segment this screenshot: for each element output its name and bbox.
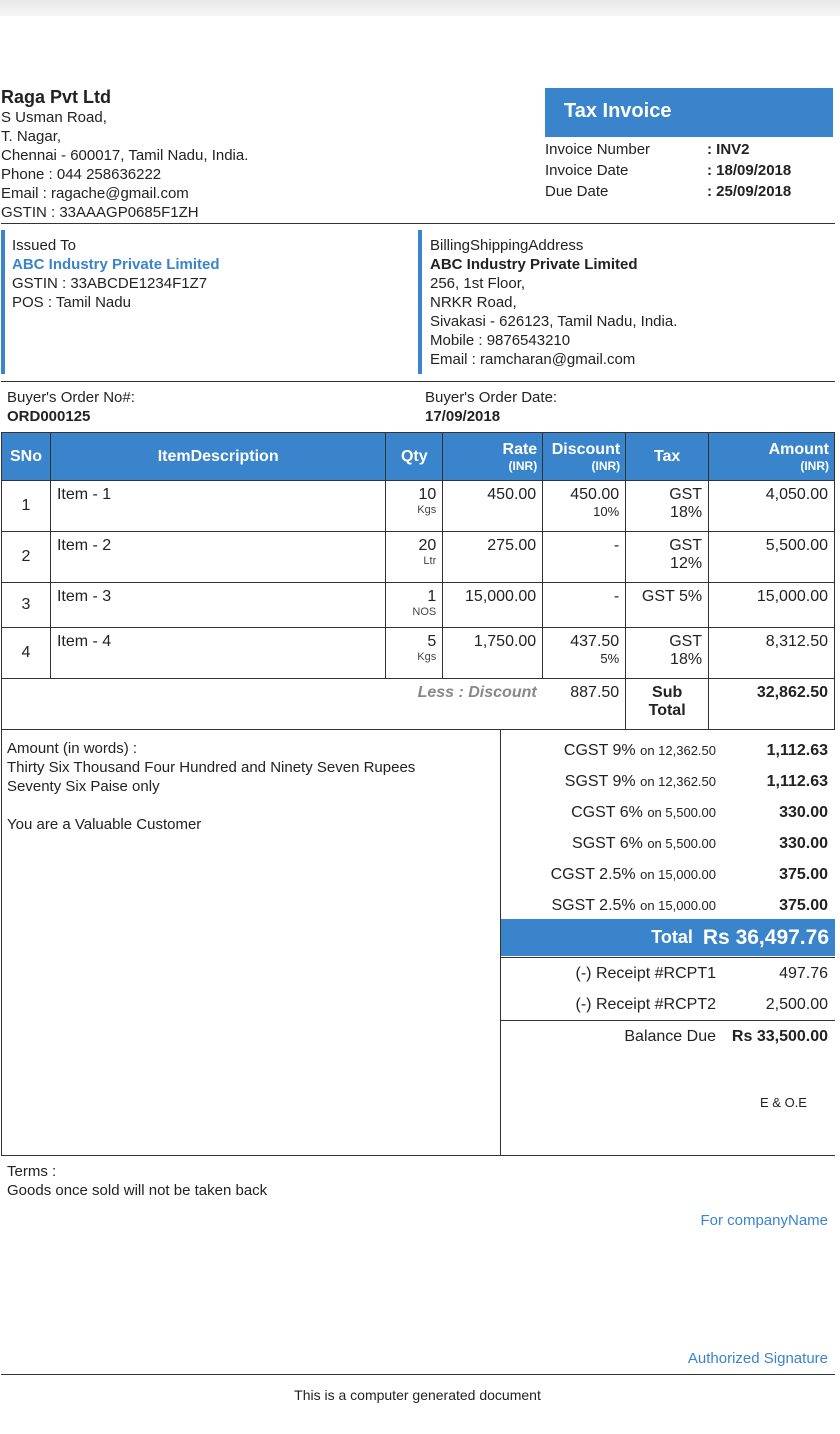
col-amount-unit: (INR) — [800, 458, 829, 473]
row-description: Item - 4 — [50, 628, 385, 679]
issued-to-name: ABC Industry Private Limited — [12, 256, 220, 273]
tax-name: CGST 9% — [563, 741, 636, 759]
billing-accent-bar — [418, 230, 422, 374]
receipt-label: (-) Receipt #RCPT1 — [575, 964, 716, 982]
subtotal-value: 32,862.50 — [709, 679, 835, 730]
row-amount: 4,050.00 — [709, 481, 835, 532]
invoice-number: : INV2 — [707, 141, 750, 158]
words-line: Seventy Six Paise only — [7, 778, 160, 795]
row-rate: 1,750.00 — [443, 628, 543, 679]
discount-value: - — [613, 537, 620, 554]
row-description: Item - 3 — [50, 583, 385, 628]
tax-name: SGST 2.5% — [551, 896, 636, 914]
row-discount — [543, 583, 626, 628]
issued-to-pos: POS : Tamil Nadu — [12, 294, 131, 311]
subtotal-row — [2, 679, 835, 730]
receipt-value: 497.76 — [779, 964, 828, 982]
company-gstin: GSTIN : 33AAAGP0685F1ZH — [1, 204, 199, 221]
due-date-label: Due Date — [545, 183, 609, 200]
col-sno: SNo — [2, 433, 51, 481]
discount-value: - — [613, 588, 620, 605]
table-row — [2, 628, 835, 679]
buyer-order-no — [7, 388, 135, 426]
receipt-row — [501, 958, 835, 989]
tax-base: on 5,500.00 — [647, 835, 716, 851]
order-date-label: Buyer's Order Date: — [425, 389, 558, 406]
due-date: : 25/09/2018 — [707, 183, 792, 200]
customer-note: You are a Valuable Customer — [7, 816, 202, 833]
table-row — [2, 481, 835, 532]
qty-value: 1 — [427, 588, 437, 605]
terms — [7, 1162, 267, 1200]
section-border — [1, 729, 2, 1156]
table-header — [2, 433, 835, 481]
qty-unit: NOS — [412, 606, 437, 618]
terms-text: Goods once sold will not be taken back — [7, 1182, 268, 1199]
items-table — [1, 432, 835, 730]
total-label: Total — [651, 927, 693, 947]
row-qty — [386, 628, 443, 679]
billing-line: 256, 1st Floor, — [430, 275, 526, 292]
col-tax: Tax — [626, 433, 709, 481]
subtotal-label-line: Sub — [652, 684, 683, 701]
billing-address — [430, 236, 677, 369]
tax-row — [501, 890, 835, 921]
row-qty — [386, 583, 443, 628]
balance-row — [501, 1021, 835, 1052]
row-discount — [543, 628, 626, 679]
discount-percent: 5% — [600, 651, 620, 666]
row-rate: 275.00 — [443, 532, 543, 583]
tax-base: on 5,500.00 — [647, 804, 716, 820]
buyer-order-date — [425, 388, 557, 426]
row-discount — [543, 481, 626, 532]
col-amount — [709, 433, 835, 481]
tax-rate: 18% — [670, 651, 703, 668]
for-company: For companyName — [700, 1212, 828, 1229]
receipt-label: (-) Receipt #RCPT2 — [575, 995, 716, 1013]
eoe-note: E & O.E — [760, 1095, 807, 1110]
invoice-title: Tax Invoice — [545, 88, 833, 137]
order-no: ORD000125 — [7, 408, 91, 425]
tax-name: SGST 9% — [564, 772, 636, 790]
issued-to-heading: Issued To — [12, 237, 76, 254]
row-sno: 1 — [2, 481, 51, 532]
qty-unit: Kgs — [417, 651, 437, 663]
receipt-value: 2,500.00 — [765, 995, 828, 1013]
tax-base: on 15,000.00 — [640, 897, 716, 913]
row-sno: 4 — [2, 628, 51, 679]
tax-value: 1,112.63 — [766, 741, 828, 759]
discount-value: 437.50 — [570, 633, 620, 650]
tax-name: CGST 2.5% — [550, 865, 636, 883]
row-amount: 15,000.00 — [709, 583, 835, 628]
row-description: Item - 1 — [50, 481, 385, 532]
qty-unit: Kgs — [417, 504, 437, 516]
subtotal-label-line: Total — [648, 702, 686, 719]
tax-base: on 12,362.50 — [640, 742, 716, 758]
col-description: ItemDescription — [50, 433, 385, 481]
company-email: Email : ragache@gmail.com — [1, 185, 189, 202]
tax-name: GST 5% — [641, 588, 703, 605]
tax-value: 330.00 — [779, 803, 828, 821]
tax-value: 330.00 — [779, 834, 828, 852]
amount-in-words — [7, 739, 487, 834]
tax-value: 1,112.63 — [766, 772, 828, 790]
company-address-line: Chennai - 600017, Tamil Nadu, India. — [1, 147, 249, 164]
col-amount-label: Amount — [768, 440, 829, 458]
row-sno: 2 — [2, 532, 51, 583]
tax-value: 375.00 — [779, 896, 828, 914]
tax-name: GST — [669, 537, 703, 554]
billing-mobile: Mobile : 9876543210 — [430, 332, 571, 349]
balance-value: Rs 33,500.00 — [731, 1027, 828, 1045]
divider — [1, 381, 835, 382]
row-tax — [626, 628, 709, 679]
company-details — [1, 86, 421, 222]
discount-value: 450.00 — [570, 486, 620, 503]
row-description: Item - 2 — [50, 532, 385, 583]
col-qty: Qty — [386, 433, 443, 481]
authorized-signature: Authorized Signature — [687, 1350, 828, 1367]
less-discount-value: 887.50 — [543, 679, 626, 730]
row-sno: 3 — [2, 583, 51, 628]
issued-accent-bar — [1, 230, 5, 374]
tax-name: CGST 6% — [571, 803, 643, 821]
qty-value: 5 — [427, 633, 437, 650]
billing-email: Email : ramcharan@gmail.com — [430, 351, 636, 368]
row-rate: 450.00 — [443, 481, 543, 532]
billing-line: NRKR Road, — [430, 294, 517, 311]
billing-heading: BillingShippingAddress — [430, 237, 584, 254]
invoice-date: : 18/09/2018 — [707, 162, 792, 179]
col-discount-label: Discount — [551, 440, 621, 458]
balance-due — [501, 1021, 835, 1052]
tax-name: GST — [669, 633, 703, 650]
tax-rate: 18% — [670, 504, 703, 521]
issued-to — [12, 236, 220, 312]
subtotal-label — [626, 679, 709, 730]
row-amount: 5,500.00 — [709, 532, 835, 583]
terms-label: Terms : — [7, 1163, 57, 1180]
qty-value: 20 — [418, 537, 437, 554]
row-qty — [386, 481, 443, 532]
row-amount: 8,312.50 — [709, 628, 835, 679]
tax-row — [501, 797, 835, 828]
qty-value: 10 — [418, 486, 437, 503]
tax-row — [501, 735, 835, 766]
total-value: Rs 36,497.76 — [702, 925, 829, 949]
table-row — [2, 583, 835, 628]
divider — [1, 1374, 835, 1375]
col-rate — [443, 433, 543, 481]
row-qty — [386, 532, 443, 583]
qty-unit: Ltr — [423, 555, 437, 567]
row-rate: 15,000.00 — [443, 583, 543, 628]
col-rate-label: Rate — [502, 440, 538, 458]
invoice-date-label: Invoice Date — [545, 162, 629, 179]
receipt-row — [501, 989, 835, 1020]
row-tax — [626, 532, 709, 583]
divider — [1, 1155, 835, 1156]
receipts — [501, 958, 835, 1020]
invoice-meta — [545, 139, 835, 202]
browser-top-bar — [0, 0, 840, 16]
table-row — [2, 532, 835, 583]
company-phone: Phone : 044 258636222 — [1, 166, 162, 183]
col-discount-unit: (INR) — [591, 458, 621, 473]
tax-base: on 15,000.00 — [640, 866, 716, 882]
billing-line: Sivakasi - 626123, Tamil Nadu, India. — [430, 313, 678, 330]
words-line: Thirty Six Thousand Four Hundred and Ninety Seven Rupees — [7, 759, 416, 776]
tax-name: SGST 6% — [572, 834, 643, 852]
issued-to-gstin: GSTIN : 33ABCDE1234F1Z7 — [12, 275, 208, 292]
billing-name: ABC Industry Private Limited — [430, 256, 638, 273]
row-discount — [543, 532, 626, 583]
tax-row — [501, 859, 835, 890]
company-address-line: T. Nagar, — [1, 128, 62, 145]
tax-value: 375.00 — [779, 865, 828, 883]
tax-rate: 12% — [670, 555, 703, 572]
order-no-label: Buyer's Order No#: — [7, 389, 135, 406]
col-discount — [543, 433, 626, 481]
divider — [1, 223, 835, 224]
tax-name: GST — [669, 486, 703, 503]
row-tax — [626, 583, 709, 628]
company-name: Raga Pvt Ltd — [1, 87, 112, 107]
order-date: 17/09/2018 — [425, 408, 501, 425]
total-bar — [501, 919, 835, 956]
less-discount-label: Less : Discount — [2, 679, 543, 730]
footer-note: This is a computer generated document — [294, 1387, 541, 1403]
balance-label: Balance Due — [624, 1027, 716, 1045]
col-rate-unit: (INR) — [508, 458, 538, 473]
words-label: Amount (in words) : — [7, 740, 138, 757]
tax-row — [501, 766, 835, 797]
tax-row — [501, 828, 835, 859]
row-tax — [626, 481, 709, 532]
company-address-line: S Usman Road, — [1, 109, 107, 126]
tax-summary — [501, 735, 835, 921]
tax-base: on 12,362.50 — [640, 773, 716, 789]
discount-percent: 10% — [593, 504, 620, 519]
invoice-number-label: Invoice Number — [545, 141, 651, 158]
